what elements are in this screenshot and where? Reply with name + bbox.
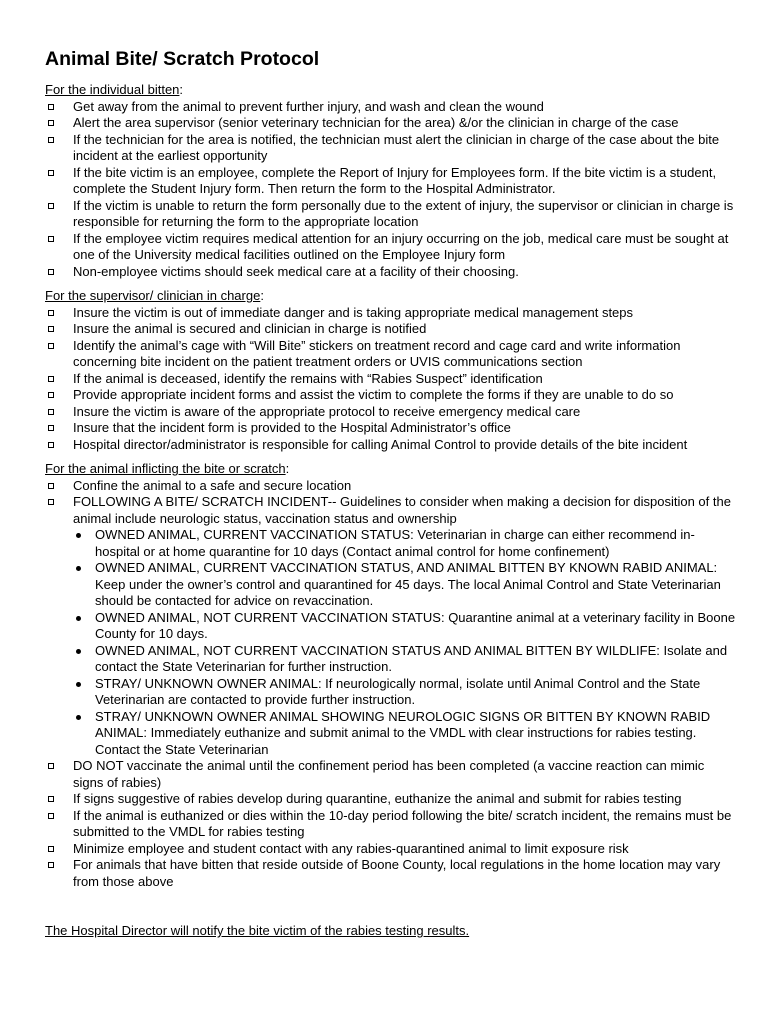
guideline-subitem-text: OWNED ANIMAL, NOT CURRENT VACCINATION STATUS: Quarantine animal at a veterinary facility in Boone County for 10 days. — [95, 609, 736, 641]
checklist-item — [45, 99, 738, 116]
checkbox-bullet-icon — [48, 483, 54, 489]
checklist-item — [45, 437, 738, 454]
checklist-item — [45, 321, 738, 338]
checkbox-bullet-icon — [48, 326, 54, 332]
section-supervisor-clinician — [45, 288, 738, 453]
checkbox-bullet-icon — [48, 763, 54, 769]
guideline-sublist — [73, 527, 738, 758]
section-heading-text: For the individual bitten — [45, 82, 180, 97]
section-heading — [45, 82, 738, 99]
checklist-item-text: If the victim is unable to return the form personally due to the extent of injury, the supervisor or clinician in charge is responsible for returning the form to the appropriate location — [73, 197, 734, 229]
section-heading-text: For the animal inflicting the bite or scratch — [45, 461, 286, 476]
checklist-item-text: Insure that the incident form is provided to the Hospital Administrator’s office — [73, 420, 511, 435]
checklist-item — [45, 305, 738, 322]
guideline-subitem — [73, 643, 738, 676]
checklist-item-text: DO NOT vaccinate the animal until the confinement period has been completed (a vaccine reaction can mimic signs of rabies) — [73, 758, 705, 790]
checklist-item — [45, 791, 738, 808]
checklist-item-text: Insure the victim is out of immediate danger and is taking appropriate medical management steps — [73, 304, 634, 320]
checklist-item — [45, 115, 738, 132]
checklist-item — [45, 420, 738, 437]
checkbox-bullet-icon — [48, 104, 54, 110]
checkbox-bullet-icon — [48, 442, 54, 448]
checkbox-bullet-icon — [48, 269, 54, 275]
checklist-item-text: Get away from the animal to prevent further injury, and wash and clean the wound — [73, 98, 544, 114]
checkbox-bullet-icon — [48, 343, 54, 349]
checklist-item-text: If the animal is deceased, identify the remains with “Rabies Suspect” identification — [73, 370, 543, 386]
checklist — [45, 478, 738, 891]
checklist-item — [45, 478, 738, 495]
checklist-item — [45, 387, 738, 404]
guideline-subitem-text: OWNED ANIMAL, CURRENT VACCINATION STATUS, AND ANIMAL BITTEN BY KNOWN RABID ANIMAL: Keep under the owner’s control and quarantined for 45 days. The local Animal Control and State Veterinarian should be contacted for advice on revaccination. — [95, 560, 721, 608]
checkbox-bullet-icon — [48, 203, 54, 209]
checkbox-bullet-icon — [48, 862, 54, 868]
round-bullet-icon — [76, 715, 81, 720]
closing-note: The Hospital Director will notify the bite victim of the rabies testing results. — [45, 923, 470, 938]
guideline-subitem — [73, 560, 738, 610]
checkbox-bullet-icon — [48, 409, 54, 415]
section-heading — [45, 288, 738, 305]
checklist-item-text: Alert the area supervisor (senior veterinary technician for the area) &/or the clinician in charge of the case — [73, 115, 679, 130]
checklist-item — [45, 231, 738, 264]
checklist-item — [45, 264, 738, 281]
checklist-item-text: If the technician for the area is notified, the technician must alert the clinician in charge of the case about the bite incident at the earliest opportunity — [73, 131, 720, 163]
checkbox-bullet-icon — [48, 137, 54, 143]
checkbox-bullet-icon — [48, 796, 54, 802]
checkbox-bullet-icon — [48, 392, 54, 398]
checklist-item — [45, 404, 738, 421]
section-animal-inflicting — [45, 461, 738, 890]
checklist-item-guidelines — [45, 494, 738, 758]
guideline-subitem — [73, 709, 738, 759]
checklist-item-text: Provide appropriate incident forms and assist the victim to complete the forms if they are unable to do so — [73, 387, 674, 402]
checklist-item-text: Insure the victim is aware of the appropriate protocol to receive emergency medical care — [73, 403, 581, 419]
checklist — [45, 305, 738, 454]
checklist-item-text: If signs suggestive of rabies develop during quarantine, euthanize the animal and submit for rabies testing — [73, 791, 682, 806]
section-heading — [45, 461, 738, 478]
guideline-subitem-text: OWNED ANIMAL, NOT CURRENT VACCINATION STATUS AND ANIMAL BITTEN BY WILDLIFE: Isolate and contact the State Veterinarian for further instruction. — [95, 642, 728, 674]
document-title: Animal Bite/ Scratch Protocol — [45, 48, 320, 70]
round-bullet-icon — [76, 566, 81, 571]
checklist-item-text: For animals that have bitten that reside outside of Boone County, local regulations in the home location may vary from those above — [73, 857, 721, 889]
guideline-subitem-text: STRAY/ UNKNOWN OWNER ANIMAL SHOWING NEUROLOGIC SIGNS OR BITTEN BY KNOWN RABID ANIMAL: Immediately euthanize and submit animal to the VMDL with clear instructions for rabies testing. Contact the State Veterinarian — [95, 708, 711, 757]
round-bullet-icon — [76, 682, 81, 687]
checkbox-bullet-icon — [48, 120, 54, 126]
checklist-item-text: Non-employee victims should seek medical care at a facility of their choosing. — [73, 263, 519, 279]
checklist-item-text: Confine the animal to a safe and secure location — [73, 477, 352, 493]
checkbox-bullet-icon — [48, 499, 54, 505]
checklist-item — [45, 132, 738, 165]
checklist-item-text: Identify the animal’s cage with “Will Bite” stickers on treatment record and cage card and write information concerning bite incident on the patient treatment orders or UVIS communications section — [73, 337, 681, 369]
checklist-item-text: If the bite victim is an employee, complete the Report of Injury for Employees form. If the bite victim is a student, complete the Student Injury form. Then return the form to the Hospital Administrator. — [73, 164, 717, 196]
checkbox-bullet-icon — [48, 846, 54, 852]
checklist-item — [45, 371, 738, 388]
checklist-item — [45, 857, 738, 890]
guideline-subitem — [73, 676, 738, 709]
checklist-item — [45, 808, 738, 841]
guideline-subitem — [73, 610, 738, 643]
checklist-item-text: Hospital director/administrator is responsible for calling Animal Control to provide details of the bite incident — [73, 436, 688, 452]
checklist-item — [45, 758, 738, 791]
checklist-item — [45, 841, 738, 858]
checklist-item-text: If the employee victim requires medical attention for an injury occurring on the job, medical care must be sought at one of the University medical facilities outlined on the Employee Injury form — [73, 230, 729, 262]
checkbox-bullet-icon — [48, 376, 54, 382]
checklist — [45, 99, 738, 281]
guideline-subitem-text: STRAY/ UNKNOWN OWNER ANIMAL: If neurologically normal, isolate until Animal Control and the State Veterinarian are contacted to provide further instruction. — [95, 675, 701, 707]
checkbox-bullet-icon — [48, 170, 54, 176]
guideline-subitem — [73, 527, 738, 560]
checkbox-bullet-icon — [48, 425, 54, 431]
section-heading-colon: : — [260, 288, 264, 303]
guideline-subitem-text: OWNED ANIMAL, CURRENT VACCINATION STATUS: Veterinarian in charge can either recommend in-hospital or at home quarantine for 10 days (Contact animal control for home confinement) — [95, 527, 695, 559]
checkbox-bullet-icon — [48, 813, 54, 819]
round-bullet-icon — [76, 649, 81, 654]
checklist-item-text: If the animal is euthanized or dies within the 10-day period following the bite/ scratch incident, the remains must be submitted to the VMDL for rabies testing — [73, 807, 732, 839]
section-heading-colon: : — [285, 461, 290, 476]
round-bullet-icon — [76, 616, 81, 621]
checklist-item-text: FOLLOWING A BITE/ SCRATCH INCIDENT-- Guidelines to consider when making a decision for disposition of the animal include neurologic status, vaccination status and ownership — [73, 494, 731, 526]
section-individual-bitten — [45, 82, 738, 280]
checklist-item — [45, 198, 738, 231]
checklist-item — [45, 165, 738, 198]
checklist-item-text: Insure the animal is secured and clinician in charge is notified — [73, 321, 427, 336]
section-heading-colon: : — [179, 82, 184, 97]
checklist-item — [45, 338, 738, 371]
round-bullet-icon — [76, 533, 81, 538]
checklist-item-text: Minimize employee and student contact with any rabies-quarantined animal to limit exposure risk — [73, 840, 629, 856]
checkbox-bullet-icon — [48, 236, 54, 242]
checkbox-bullet-icon — [48, 310, 54, 316]
section-heading-text: For the supervisor/ clinician in charge — [45, 288, 261, 303]
